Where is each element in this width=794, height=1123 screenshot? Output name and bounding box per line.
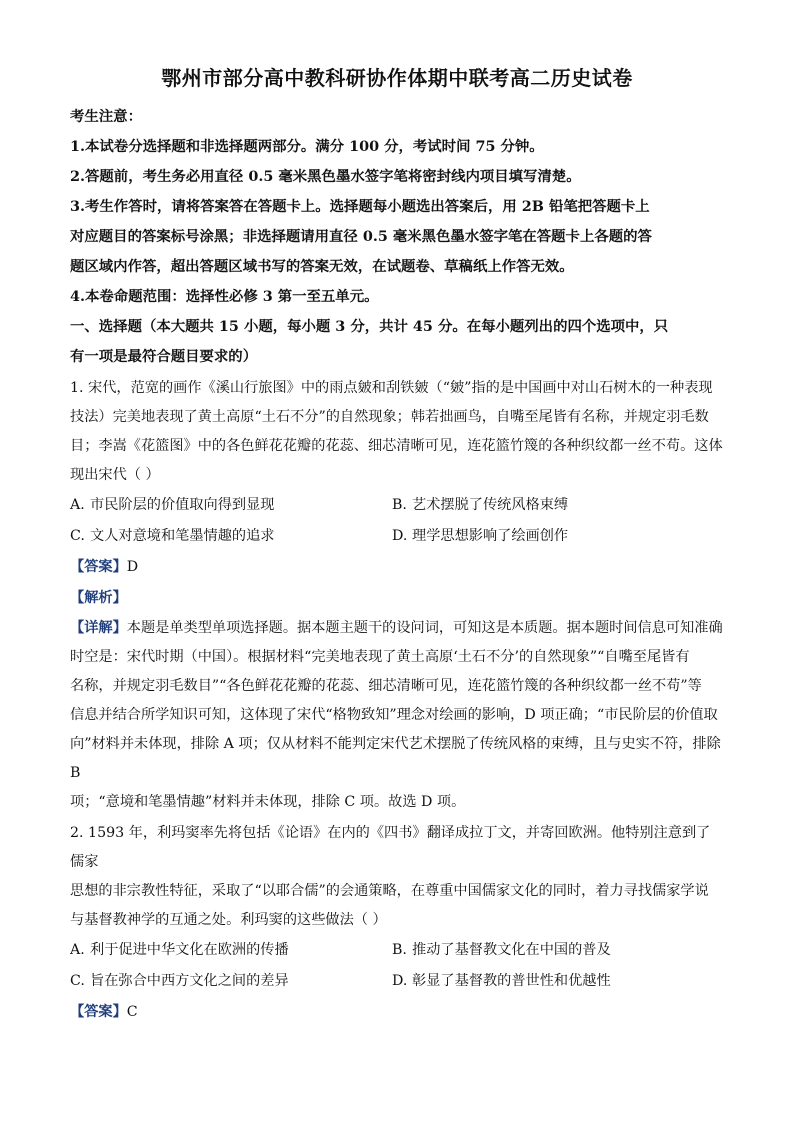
detail-line: 项；“意境和笔墨情趣”材料并未体现，排除 C 项。故选 D 项。 [70, 794, 466, 810]
option-a: A. 利于促进中华文化在欧洲的传播 [70, 942, 289, 958]
detail-line: 名称，并规定羽毛数目”“各色鲜花花瓣的花蕊、细芯清晰可见，连花篮竹篾的各种织纹都一丝不苟”等 [70, 678, 702, 694]
section-heading: 有一项是最符合题目要求的） [70, 348, 258, 365]
question-1-answer [70, 552, 724, 583]
detail-label: 【详解】 [70, 620, 127, 636]
option-c: C. 文人对意境和笔墨情趣的追求 [70, 528, 275, 544]
question-line: 1. 宋代，范宽的画作《溪山行旅图》中的雨点皴和刮铁皴（“皴”指的是中国画中对山石树木的一种表现 [70, 380, 713, 396]
question-2 [70, 819, 724, 935]
detail-line: 向”材料并未体现，排除 A 项；仅从材料不能判定宋代艺术摆脱了传统风格的束缚，且与史实不符，排除 B [70, 736, 721, 781]
answer-label: 【答案】 [70, 1004, 127, 1020]
option-a: A. 市民阶层的价值取向得到显现 [70, 497, 275, 513]
notice-block [70, 102, 724, 372]
detail-line: 信息并结合所学知识可知，这体现了宋代“格物致知”理念对绘画的影响，D 项正确；“市民阶层的价值取 [70, 707, 718, 723]
notice-line: 4.本卷命题范围：选择性必修 3 第一至五单元。 [70, 288, 379, 305]
detail-line: 时空是：宋代时期（中国）。根据材料“完美地表现了黄土高原‘土石不分’的自然现象”“自嘴至尾皆有 [70, 649, 690, 665]
question-line: 目；李嵩《花篮图》中的各色鲜花花瓣的花蕊、细芯清晰可见，连花篮竹篾的各种织纹都一丝不苟。这体 [70, 438, 723, 454]
question-line: 技法）完美地表现了黄土高原“土石不分”的自然现象；韩若拙画鸟，自嘴至尾皆有名称，并规定羽毛数 [70, 409, 709, 425]
question-2-answer [70, 997, 724, 1028]
option-d: D. 理学思想影响了绘画创作 [392, 528, 569, 544]
question-2-options [70, 935, 724, 997]
answer-value: D [126, 559, 139, 575]
question-1 [70, 374, 724, 490]
section-heading: 一、选择题（本大题共 15 小题，每小题 3 分，共计 45 分。在每小题列出的四个选项中，只 [70, 318, 669, 335]
notice-line: 1.本试卷分选择题和非选择题两部分。满分 100 分，考试时间 75 分钟。 [70, 138, 544, 155]
notice-line: 题区域内作答，超出答题区域书写的答案无效，在试题卷、草稿纸上作答无效。 [70, 258, 574, 275]
notice-line: 2.答题前，考生务必用直径 0.5 毫米黑色墨水签字笔将密封线内项目填写清楚。 [70, 168, 581, 185]
question-line: 与基督教神学的互通之处。利玛窦的这些做法（ ） [70, 912, 387, 928]
option-b: B. 推动了基督教文化在中国的普及 [392, 942, 611, 958]
question-1-analysis [70, 583, 724, 614]
detail-line: 【详解】本题是单类型单项选择题。据本题主题干的设问词，可知这是本质题。据本题时间信息可知准确 [70, 620, 723, 636]
answer-label: 【答案】 [70, 559, 127, 575]
page-title: 鄂州市部分高中教科研协作体期中联考高二历史试卷 [161, 66, 633, 90]
notice-heading: 考生注意： [70, 108, 142, 125]
question-line: 2. 1593 年，利玛窦率先将包括《论语》在内的《四书》翻译成拉丁文，并寄回欧洲。他特别注意到了儒家 [70, 825, 711, 870]
answer-value: C [126, 1004, 138, 1020]
option-d: D. 彰显了基督教的普世性和优越性 [392, 973, 611, 989]
notice-line: 对应题目的答案标号涂黑；非选择题请用直径 0.5 毫米黑色墨水签字笔在答题卡上各题的答 [70, 228, 652, 245]
option-b: B. 艺术摆脱了传统风格束缚 [392, 497, 569, 513]
notice-line: 3.考生作答时，请将答案答在答题卡上。选择题每小题选出答案后，用 2B 铅笔把答题卡上 [70, 198, 650, 215]
analysis-label: 【解析】 [70, 590, 127, 606]
question-line: 思想的非宗教性特征，采取了“以耶合儒”的会通策略，在尊重中国儒家文化的同时，着力寻找儒家学说 [70, 883, 709, 899]
question-1-options [70, 490, 724, 552]
question-1-detail [70, 614, 724, 817]
question-line: 现出宋代（ ） [70, 467, 160, 483]
option-c: C. 旨在弥合中西方文化之间的差异 [70, 973, 289, 989]
